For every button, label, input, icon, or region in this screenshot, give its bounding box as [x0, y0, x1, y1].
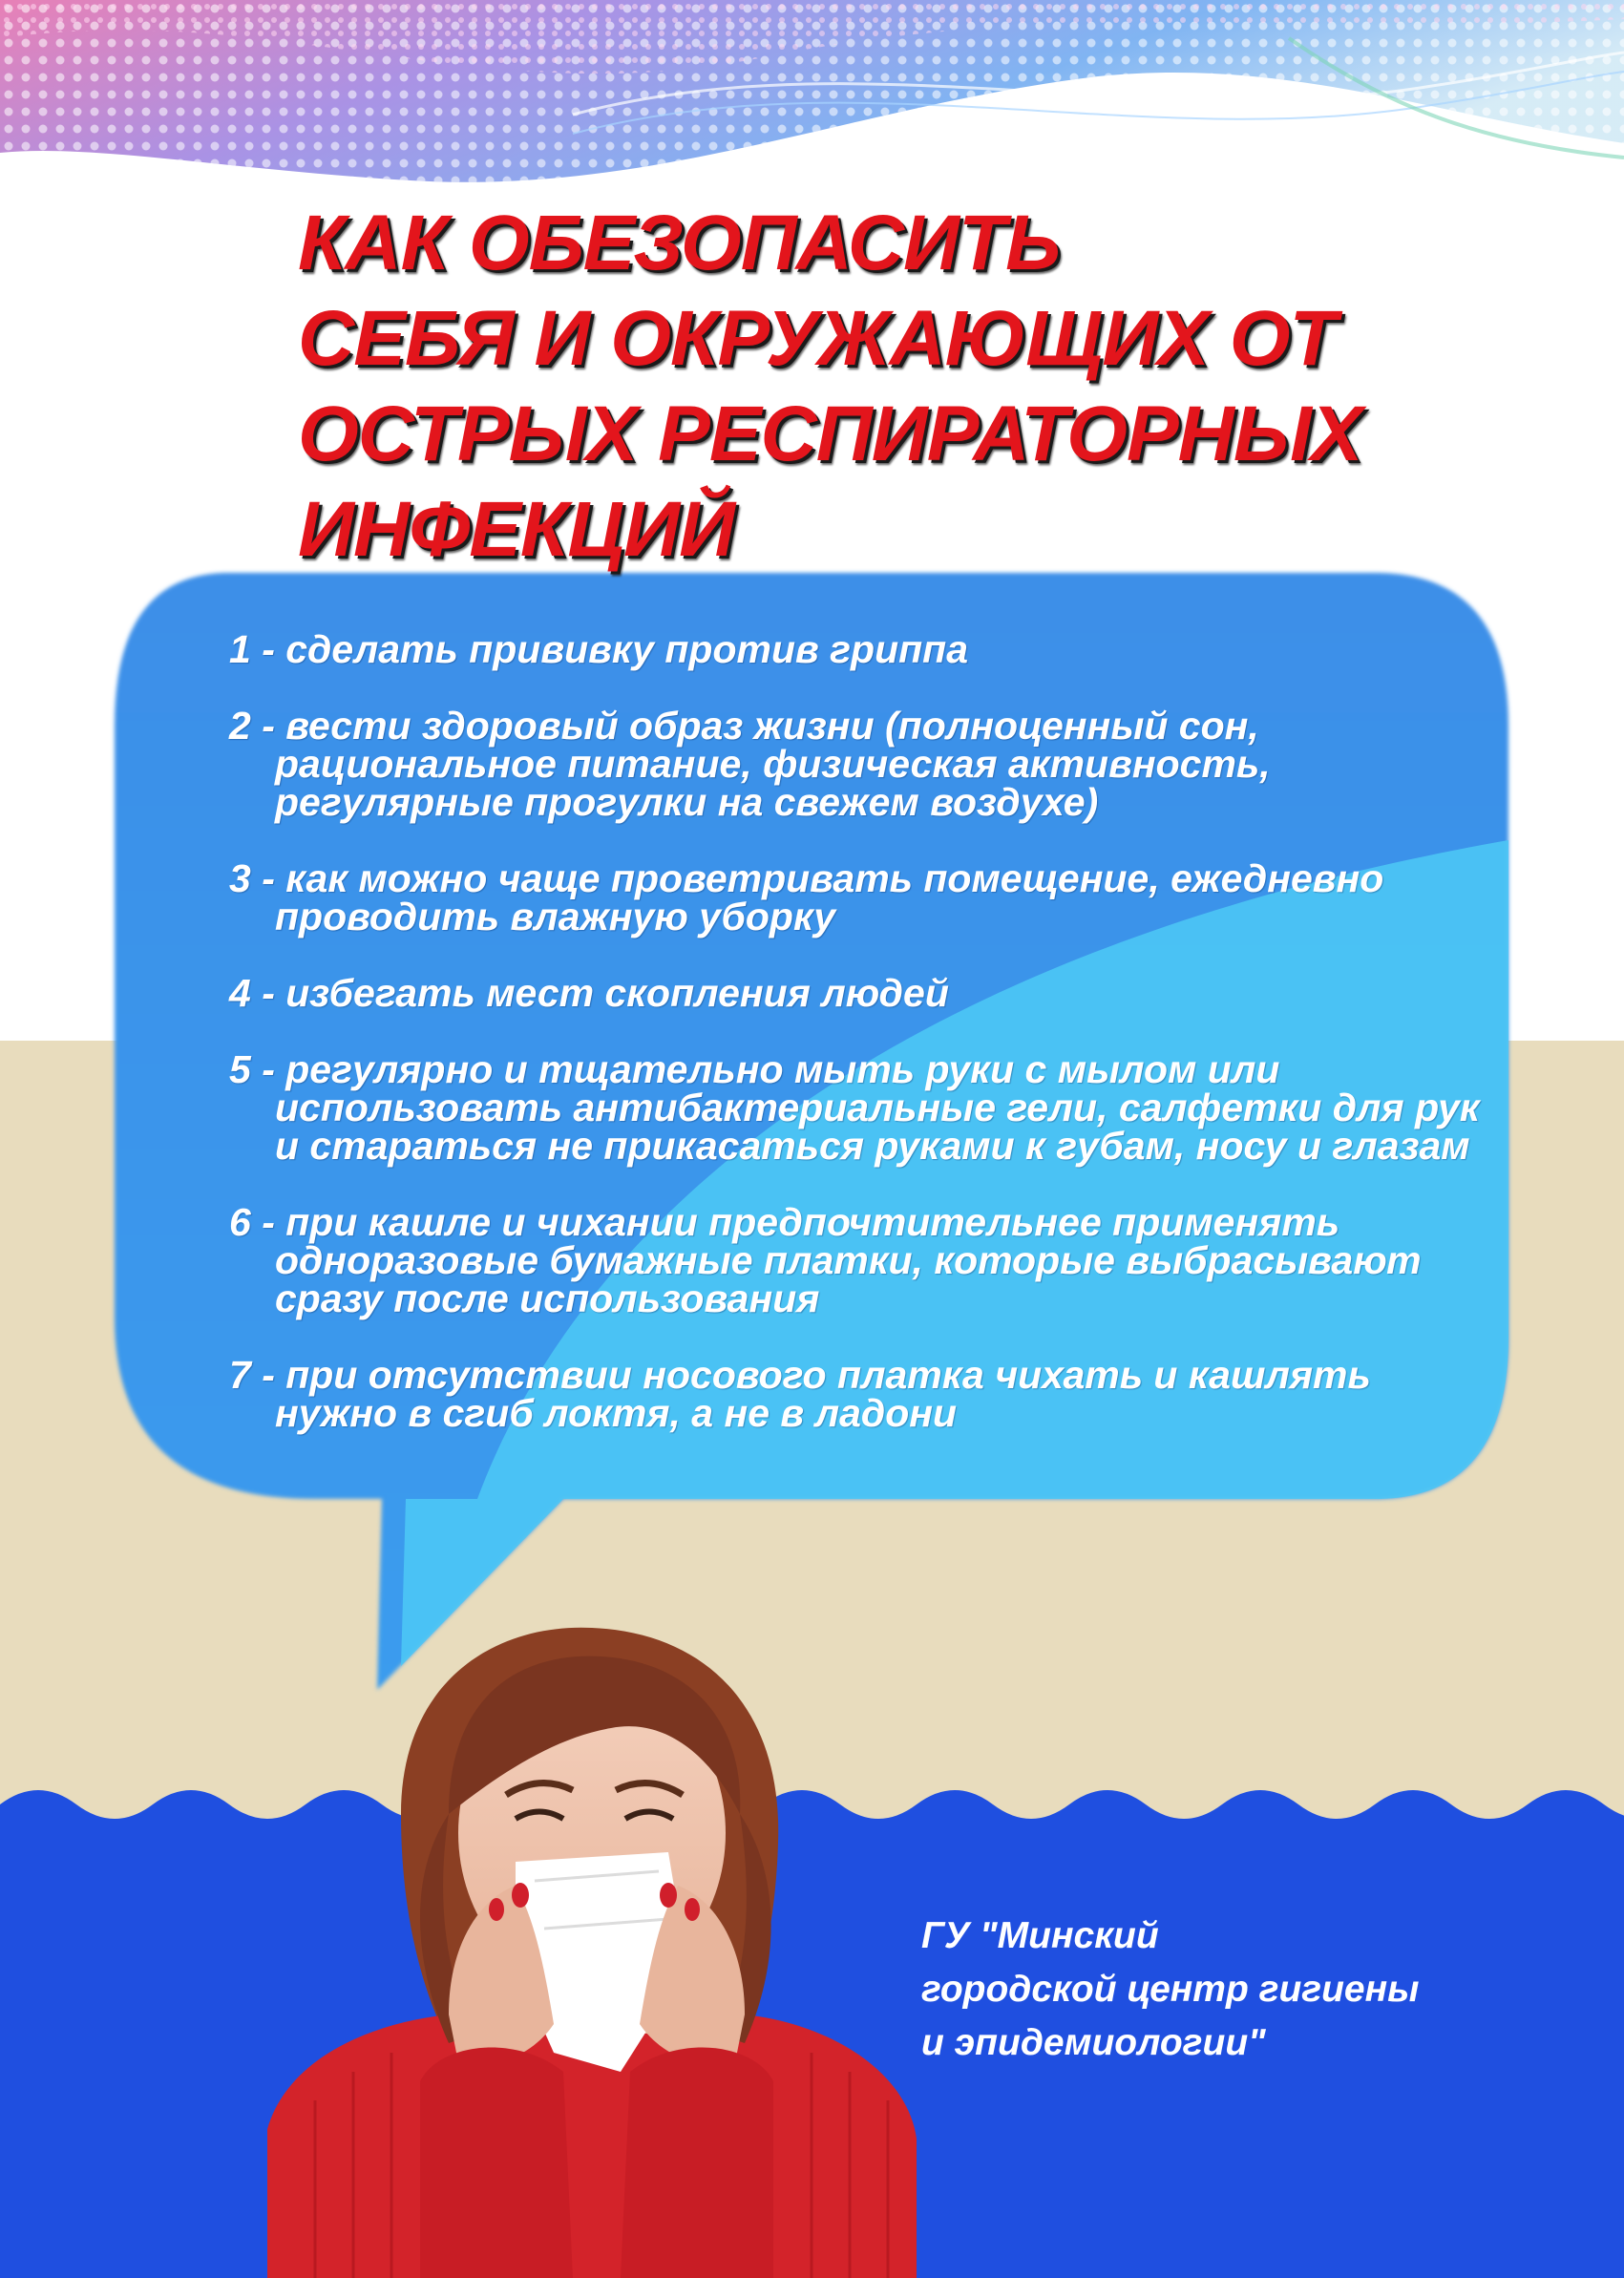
title-line-2: СЕБЯ И ОКРУЖАЮЩИХ ОТ: [298, 295, 1337, 382]
tip-item: 4 - избегать мест скопления людей: [229, 971, 949, 1015]
tip-number: 6: [229, 1200, 251, 1244]
organization-line-1: ГУ "Минский: [921, 1915, 1159, 1956]
tip-text: избегать мест скопления людей: [285, 971, 949, 1015]
title-line-3: ОСТРЫХ РЕСПИРАТОРНЫХ: [298, 390, 1362, 477]
tip-number: 2: [229, 704, 251, 748]
poster-title: [298, 196, 1444, 578]
tip-number: 5: [229, 1047, 251, 1091]
tip-number: 3: [229, 856, 251, 900]
tip-text: вести здоровый образ жизни (полноценный сон, рациональное питание, физическая активность, регулярные прогулки на свежем воздухе): [275, 704, 1271, 824]
tip-text: сделать прививку против гриппа: [285, 627, 969, 671]
title-line-1: КАК ОБЕЗОПАСИТЬ: [298, 200, 1061, 286]
tip-text: регулярно и тщательно мыть руки с мылом или использовать антибактериальные гели, салфетки для рук и стараться не прикасаться руками к губам, носу и глазам: [275, 1047, 1480, 1168]
organization-line-2: городской центр гигиены: [921, 1969, 1420, 2010]
organization-credit: [921, 1909, 1494, 2070]
top-decoration: [0, 0, 1624, 182]
tip-item: 5 - регулярно и тщательно мыть руки с мылом или использовать антибактериальные гели, салфетки для рук и стараться не прикасаться руками к губам, носу и глазам: [229, 1047, 1480, 1168]
title-line-4: ИНФЕКЦИЙ: [298, 486, 735, 573]
organization-line-3: и эпидемиологии": [921, 2022, 1266, 2063]
tip-item: 2 - вести здоровый образ жизни (полноценный сон, рациональное питание, физическая активность, регулярные прогулки на свежем воздухе): [229, 704, 1271, 824]
tip-item: 1 - сделать прививку против гриппа: [229, 627, 969, 671]
tip-text: при отсутствии носового платка чихать и кашлять нужно в сгиб локтя, а не в ладони: [275, 1353, 1371, 1435]
tip-item: 6 - при кашле и чихании предпочтительнее применять одноразовые бумажные платки, которые выбрасывают сразу после использования: [229, 1200, 1422, 1320]
tip-number: 4: [229, 971, 251, 1015]
tip-text: при кашле и чихании предпочтительнее применять одноразовые бумажные платки, которые выбрасывают сразу после использования: [275, 1200, 1422, 1320]
tip-item: 3 - как можно чаще проветривать помещение, ежедневно проводить влажную уборку: [229, 856, 1384, 939]
tip-text: как можно чаще проветривать помещение, ежедневно проводить влажную уборку: [275, 856, 1384, 939]
tip-number: 7: [229, 1353, 251, 1397]
tip-number: 1: [229, 627, 251, 671]
tip-item: 7 - при отсутствии носового платка чихать и кашлять нужно в сгиб локтя, а не в ладони: [229, 1353, 1371, 1435]
tips-list: [229, 627, 1489, 1470]
